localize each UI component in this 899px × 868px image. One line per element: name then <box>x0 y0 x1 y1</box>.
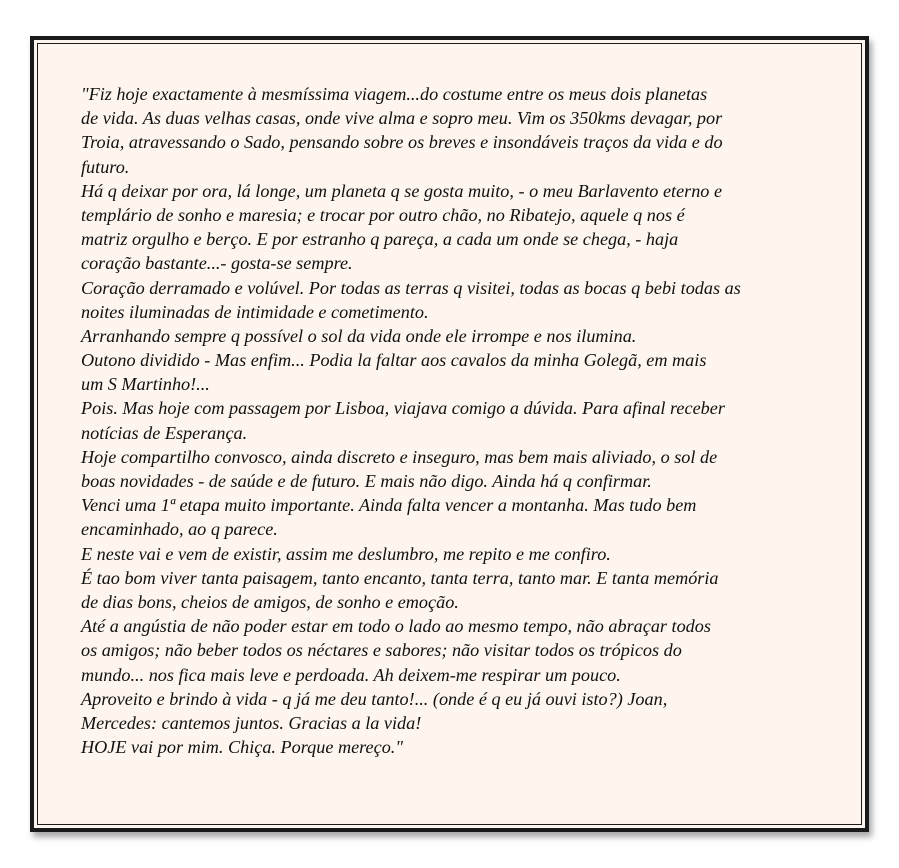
poem-line: Arranhando sempre q possível o sol da vida onde ele irrompe e nos ilumina. <box>81 325 637 346</box>
document-inner-border <box>37 43 862 825</box>
poem-line: Até a angústia de não poder estar em todo o lado ao mesmo tempo, não abraçar todos <box>81 616 711 637</box>
poem-line: Há q deixar por ora, lá longe, um planeta q se gosta muito, - o meu Barlavento eterno e <box>81 180 723 201</box>
poem-line: Pois. Mas hoje com passagem por Lisboa, viajava comigo a dúvida. Para afinal receber <box>81 398 725 419</box>
poem-line: um S Martinho!... <box>81 374 210 395</box>
poem-line: os amigos; não beber todos os néctares e sabores; não visitar todos os trópicos do <box>81 640 682 661</box>
poem-line: Aproveito e brindo à vida - q já me deu tanto!... (onde é q eu já ouvi isto?) Joan, <box>81 688 668 709</box>
poem-line: notícias de Esperança. <box>81 422 248 443</box>
poem-line: Coração derramado e volúvel. Por todas as terras q visitei, todas as bocas q bebi todas as <box>81 277 741 298</box>
poem-line: boas novidades - de saúde e de futuro. E mais não digo. Ainda há q confirmar. <box>81 471 652 491</box>
poem-line: Mercedes: cantemos juntos. Gracias a la vida! <box>81 712 422 733</box>
poem-line: Troia, atravessando o Sado, pensando sobre os breves e insondáveis traços da vida e do <box>81 132 723 153</box>
poem-line: Venci uma 1ª etapa muito importante. Ainda falta vencer a montanha. Mas tudo bem <box>81 495 697 516</box>
poem-line: noites iluminadas de intimidade e cometimento. <box>81 301 429 322</box>
poem-line: HOJE vai por mim. Chiça. Porque mereço." <box>81 737 403 758</box>
poem-line: "Fiz hoje exactamente à mesmíssima viagem...do costume entre os meus dois planetas <box>81 84 708 104</box>
document-frame <box>30 36 869 832</box>
poem-line: encaminhado, ao q parece. <box>81 519 278 540</box>
poem-line: matriz orgulho e berço. E por estranho q pareça, a cada um onde se chega, - haja <box>81 229 679 250</box>
poem-line: futuro. <box>81 156 130 177</box>
poem-line: mundo... nos fica mais leve e perdoada. Ah deixem-me respirar um pouco. <box>81 664 621 685</box>
poem-line: coração bastante...- gosta-se sempre. <box>81 253 353 274</box>
poem-line: Hoje compartilho convosco, ainda discreto e inseguro, mas bem mais aliviado, o sol de <box>81 446 718 467</box>
poem-line: Outono dividido - Mas enfim... Podia la faltar aos cavalos da minha Golegã, em mais <box>81 350 707 371</box>
poem-line: templário de sonho e maresia; e trocar por outro chão, no Ribatejo, aquele q nos é <box>81 204 685 225</box>
poem-line: de dias bons, cheios de amigos, de sonho e emoção. <box>81 591 459 612</box>
poem-line: de vida. As duas velhas casas, onde vive alma e sopro meu. Vim os 350kms devagar, por <box>81 108 723 129</box>
poem-line: E neste vai e vem de existir, assim me deslumbro, me repito e me confiro. <box>81 543 611 564</box>
poem-line: É tao bom viver tanta paisagem, tanto encanto, tanta terra, tanto mar. E tanta memória <box>81 567 719 588</box>
poem-text <box>81 82 831 759</box>
